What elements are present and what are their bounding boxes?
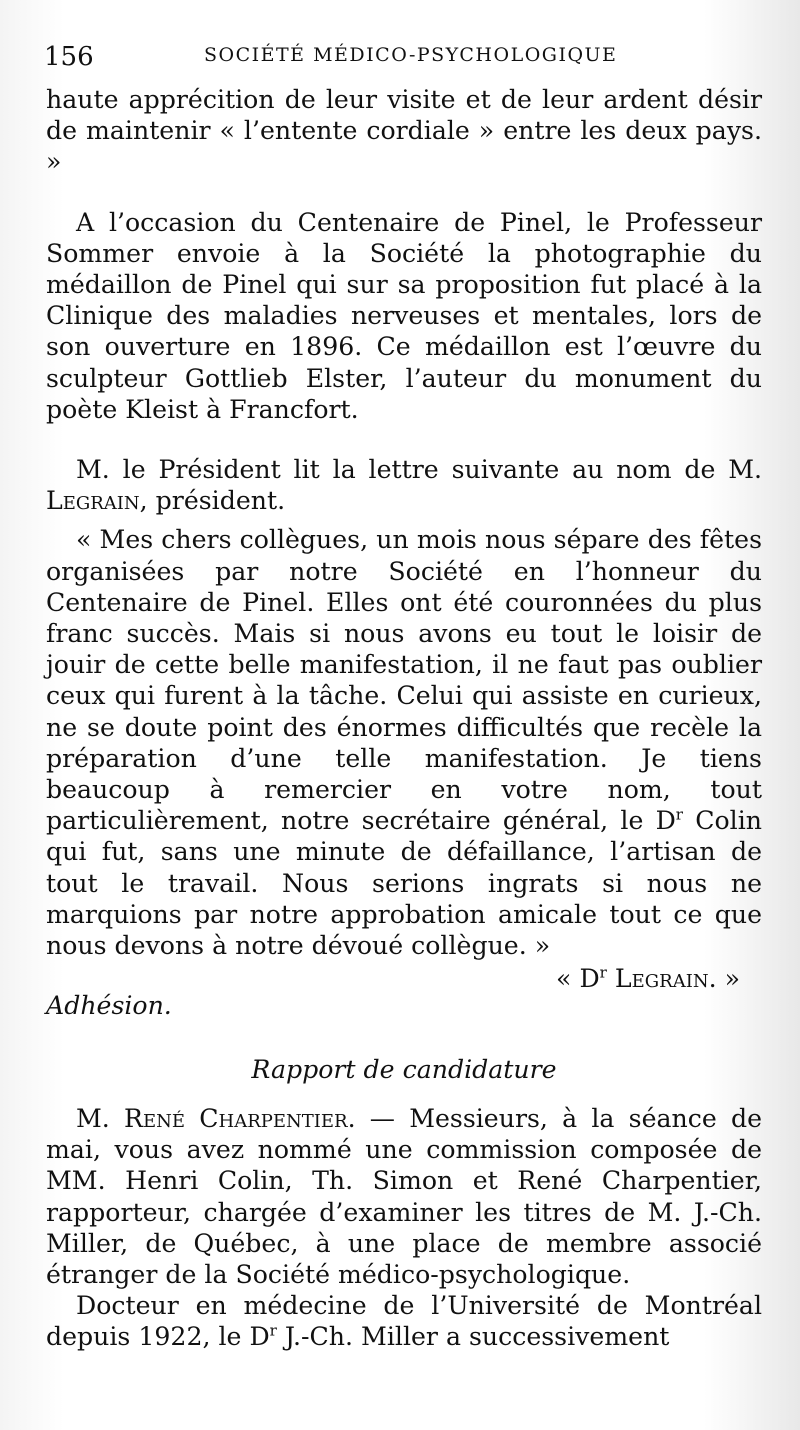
report-text: — Messieurs, à la séance de mai, vous avez nommé une commission composée de MM. Henri Colin, Th. Simon et René Charpentier, rapporteur, chargée d’examiner les titres de M. J.-Ch. Miller, de Québec, à une place de membre associé étranger de la Société médico-psychologique. bbox=[46, 1103, 762, 1289]
letter-dr-superscript: r bbox=[675, 805, 684, 824]
running-title: SOCIÉTÉ MÉDICO-PSYCHOLOGIQUE bbox=[204, 44, 618, 66]
page-header bbox=[44, 36, 750, 72]
paragraph-pinel-medallion: A l’occasion du Centenaire de Pinel, le Professeur Sommer envoie à la Société la photographie du médaillon de Pinel qui sur sa proposition fut placé à la Clinique des maladies nerveuses et mentales, lors de son ouverture en 1896. Ce médaillon est l’œuvre du sculpteur Gottlieb Elster, l’auteur du monument du poète Kleist à Francfort. bbox=[46, 207, 762, 424]
signature-dr-superscript: r bbox=[599, 963, 607, 982]
signature-open: « D bbox=[556, 964, 600, 994]
adhesion-label: Adhésion. bbox=[46, 991, 172, 1021]
paragraph-continuation: haute apprécition de leur visite et de leur ardent désir de maintenir « l’entente cordiale » entre les deux pays. » bbox=[46, 85, 762, 177]
letter-text-end: Colin qui fut, sans une minute de défaillance, l’artisan de tout le travail. Nous serions ingrats si nous ne marquions par notre approbation amicale tout ce que nous devons à notre dévoué collègue. » bbox=[46, 806, 762, 961]
career-text-end: J.-Ch. Miller a successivement bbox=[276, 1322, 670, 1352]
paragraph-president-letter-intro bbox=[46, 454, 762, 516]
paragraph-letter-body bbox=[46, 524, 762, 961]
signature-name: Legrain. bbox=[606, 964, 717, 994]
intro-tail: , président. bbox=[139, 486, 286, 516]
page-body bbox=[46, 84, 762, 1353]
career-dr-superscript: r bbox=[269, 1321, 277, 1340]
reporter-name: M. René Charpentier. bbox=[76, 1103, 356, 1133]
intro-text: M. le Président lit la lettre suivante au nom de M. bbox=[76, 455, 762, 485]
page-number: 156 bbox=[44, 42, 94, 72]
letter-text-start: « Mes chers collègues, un mois nous sépare des fêtes organisées par notre Société en l’honneur du Centenaire de Pinel. Elles ont été couronnées du plus franc succès. Mais si nous avons eu tout le loisir de jouir de cette belle manifestation, il ne faut pas oublier ceux qui furent à la tâche. Celui qui assiste en curieux, ne se doute point des énormes difficultés que recèle la préparation d’une telle manifestation. Je tiens beaucoup à remercier en votre nom, tout particulièrement, notre secrétaire général, le D bbox=[46, 525, 762, 836]
president-name: Legrain bbox=[46, 486, 140, 516]
signature-close: » bbox=[716, 964, 740, 994]
section-title-rapport: Rapport de candidature bbox=[251, 1054, 557, 1084]
paragraph-miller-career bbox=[46, 1290, 762, 1352]
paragraph-report bbox=[46, 1103, 762, 1290]
career-text-start: Docteur en médecine de l’Université de Montréal depuis 1922, le D bbox=[46, 1291, 762, 1352]
